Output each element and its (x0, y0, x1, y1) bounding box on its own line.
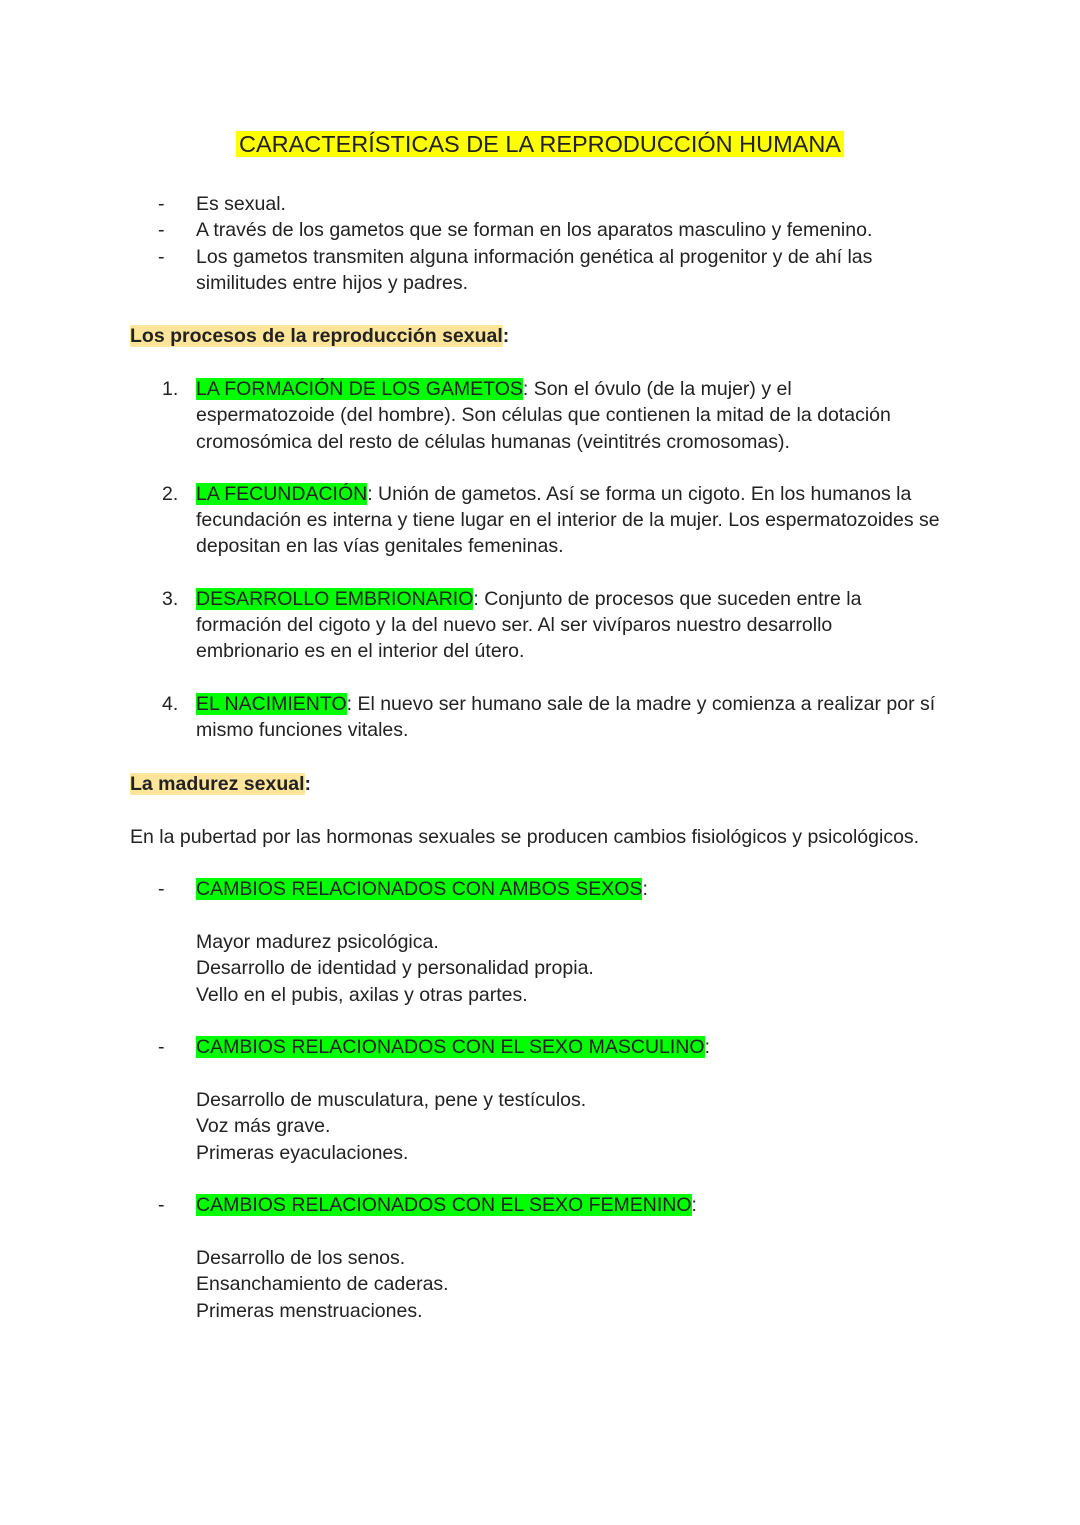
maturity-intro: En la pubertad por las hormonas sexuales se producen cambios fisiológicos y psicológicos. (130, 826, 920, 848)
dash-marker: - (158, 193, 165, 215)
group-title (196, 1034, 936, 1060)
group-line: Vello en el pubis, axilas y otras partes. (196, 983, 528, 1006)
item-body (196, 691, 941, 744)
item-term: LA FORMACIÓN DE LOS GAMETOS (196, 378, 523, 400)
list-item (0, 876, 1080, 902)
item-number: 3. (162, 587, 179, 610)
list-item (0, 191, 1080, 217)
group-lines (196, 929, 956, 1008)
group-lines (196, 1087, 956, 1166)
group-line: Desarrollo de los senos. (196, 1247, 406, 1269)
heading-colon: : (502, 325, 510, 347)
item-text: : Conjunto de procesos que suceden entre la formación del cigoto y la del nuevo ser. Al ser vivíparos nuestro desarrollo embrionario es en el interior del útero. (196, 587, 862, 663)
group-line: Primeras menstruaciones. (196, 1299, 423, 1322)
bullet-text: A través de los gametos que se forman en los aparatos masculino y femenino. (196, 219, 873, 242)
process-numbered-list (0, 376, 1080, 743)
group-line: Primeras eyaculaciones. (196, 1141, 409, 1164)
dash-marker: - (158, 245, 165, 268)
heading-colon: : (304, 773, 311, 795)
group-title (196, 876, 936, 902)
item-number: 2. (162, 482, 179, 505)
group-line: Desarrollo de identidad y personalidad propia. (196, 957, 594, 980)
group-title-colon: : (642, 878, 648, 900)
dash-marker: - (158, 878, 165, 900)
bullet-text: Los gametos transmiten alguna información genética al progenitor y de ahí las similitudes entre hijos y padres. (196, 245, 873, 294)
item-term: LA FECUNDACIÓN (196, 482, 368, 505)
list-item (0, 244, 1080, 297)
item-number: 1. (162, 378, 179, 400)
section-heading-processes (130, 323, 509, 349)
dash-marker: - (158, 1194, 165, 1216)
group-title-text: CAMBIOS RELACIONADOS CON EL SEXO FEMENINO (196, 1194, 692, 1216)
section-heading-maturity (130, 771, 311, 797)
list-item (0, 1034, 1080, 1060)
section-heading-text: La madurez sexual (130, 773, 305, 795)
item-body (196, 586, 886, 665)
list-item (0, 217, 1080, 243)
group-title (196, 1192, 936, 1218)
group-line: Mayor madurez psicológica. (196, 931, 439, 953)
change-group-both (0, 876, 1080, 902)
group-line: Desarrollo de musculatura, pene y testículos. (196, 1089, 587, 1111)
group-lines (196, 1245, 956, 1324)
group-line: Ensanchamiento de caderas. (196, 1273, 449, 1296)
change-group-female (0, 1192, 1080, 1218)
list-item (0, 1192, 1080, 1218)
dash-marker: - (158, 1036, 165, 1058)
page-title-text: CARACTERÍSTICAS DE LA REPRODUCCIÓN HUMANA (236, 131, 844, 157)
list-item (0, 376, 1080, 455)
item-text: : Son el óvulo (de la mujer) y el espermatozoide (del hombre). Son células que contienen la mitad de la dotación cromosómica del resto de células humanas (veintitrés cromosomas). (196, 378, 891, 453)
group-title-colon: : (704, 1036, 710, 1058)
list-item (0, 586, 1080, 665)
intro-bullet-list (0, 191, 1080, 296)
section-heading-text: Los procesos de la reproducción sexual (130, 325, 503, 347)
change-group-male (0, 1034, 1080, 1060)
item-text: : Unión de gametos. Así se forma un cigoto. En los humanos la fecundación es interna y tiene lugar en el interior de la mujer. Los espermatozoides se depositan en las vías genitales femeninas. (196, 482, 940, 558)
page-title (0, 128, 1080, 160)
group-title-text: CAMBIOS RELACIONADOS CON EL SEXO MASCULINO (196, 1036, 705, 1058)
group-title-text: CAMBIOS RELACIONADOS CON AMBOS SEXOS (196, 878, 643, 900)
group-line: Voz más grave. (196, 1115, 331, 1138)
group-title-colon: : (691, 1194, 697, 1216)
item-term: DESARROLLO EMBRIONARIO (196, 587, 474, 610)
list-item (0, 691, 1080, 744)
item-text: : El nuevo ser humano sale de la madre y comienza a realizar por sí mismo funciones vitales. (196, 692, 936, 741)
item-body (196, 376, 916, 455)
list-item (0, 481, 1080, 560)
item-term: EL NACIMIENTO (196, 692, 347, 715)
dash-marker: - (158, 219, 165, 242)
item-body (196, 481, 941, 560)
item-number: 4. (162, 692, 179, 715)
bullet-text: Es sexual. (196, 193, 286, 215)
